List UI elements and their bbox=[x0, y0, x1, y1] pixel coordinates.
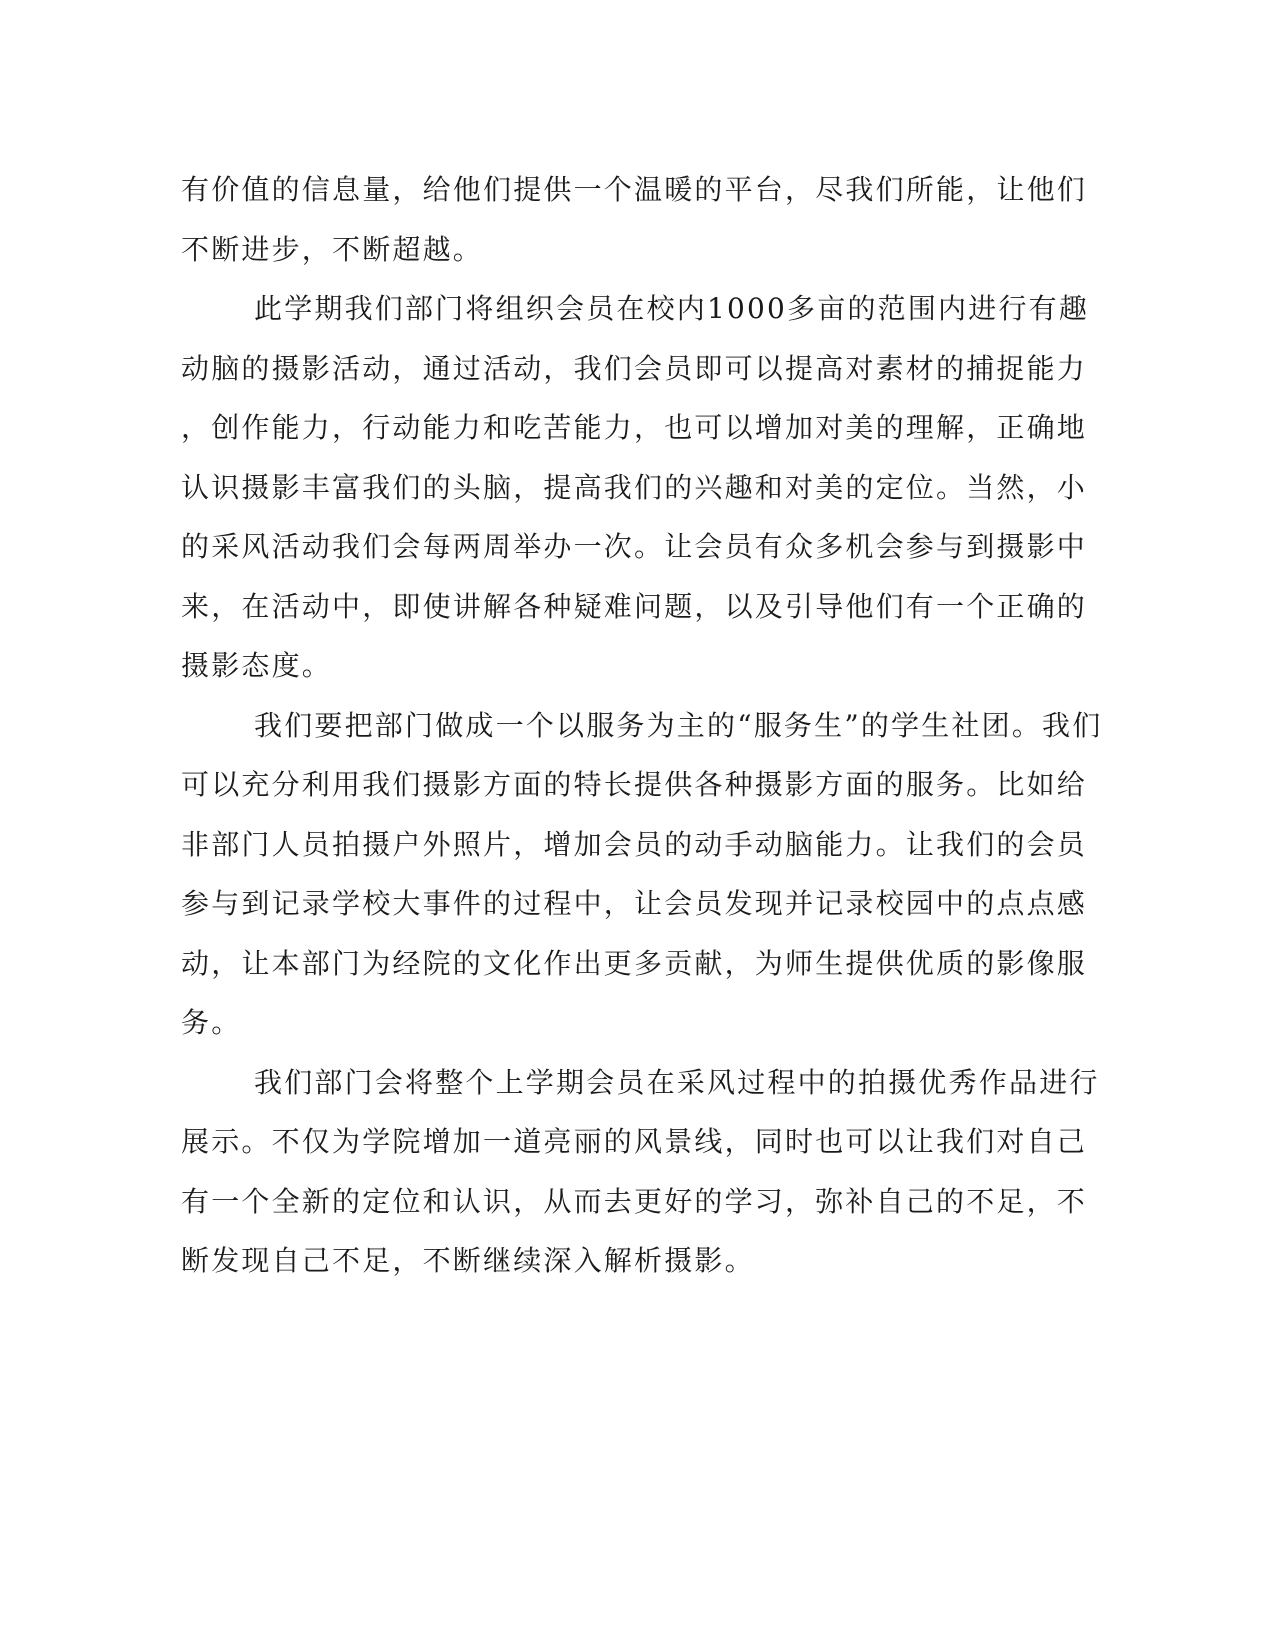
text-line: 动脑的摄影活动，通过活动，我们会员即可以提高对素材的捕捉能力 bbox=[181, 351, 1088, 385]
text-line: ，创作能力，行动能力和吃苦能力，也可以增加对美的理解，正确地 bbox=[181, 411, 1088, 444]
text-line: 的采风活动我们会每两周举办一次。让会员有众多机会参与到摄影中 bbox=[181, 530, 1088, 563]
text-line: 展示。不仅为学院增加一道亮丽的风景线，同时也可以让我们对自己 bbox=[181, 1125, 1088, 1158]
body-text bbox=[181, 160, 1103, 1291]
paragraph-start-line: 我们要把部门做成一个以服务为主的“服务生”的学生社团。我们 bbox=[254, 708, 1103, 742]
text-line: 摄影态度。 bbox=[181, 649, 333, 682]
text-line: 断发现自己不足，不断继续深入解析摄影。 bbox=[181, 1244, 755, 1277]
text-line: 务。 bbox=[181, 1006, 242, 1039]
text-line: 来，在活动中，即使讲解各种疑难问题，以及引导他们有一个正确的 bbox=[181, 589, 1088, 623]
text-line: 非部门人员拍摄户外照片，增加会员的动手动脑能力。让我们的会员 bbox=[181, 827, 1088, 861]
text-line: 参与到记录学校大事件的过程中，让会员发现并记录校园中的点点感 bbox=[181, 887, 1088, 920]
text-line: 有一个全新的定位和认识，从而去更好的学习，弥补自己的不足，不 bbox=[181, 1184, 1088, 1218]
paragraph-start-line: 此学期我们部门将组织会员在校内1000多亩的范围内进行有趣 bbox=[254, 292, 1090, 325]
paragraph-start-line: 我们部门会将整个上学期会员在采风过程中的拍摄优秀作品进行 bbox=[254, 1065, 1100, 1099]
text-line: 不断进步，不断超越。 bbox=[181, 232, 484, 266]
text-line: 有价值的信息量，给他们提供一个温暖的平台，尽我们所能，让他们 bbox=[181, 173, 1088, 206]
text-line: 动，让本部门为经院的文化作出更多贡献，为师生提供优质的影像服 bbox=[181, 946, 1088, 980]
text-line: 可以充分利用我们摄影方面的特长提供各种摄影方面的服务。比如给 bbox=[181, 768, 1088, 801]
text-line: 认识摄影丰富我们的头脑，提高我们的兴趣和对美的定位。当然，小 bbox=[181, 470, 1088, 504]
